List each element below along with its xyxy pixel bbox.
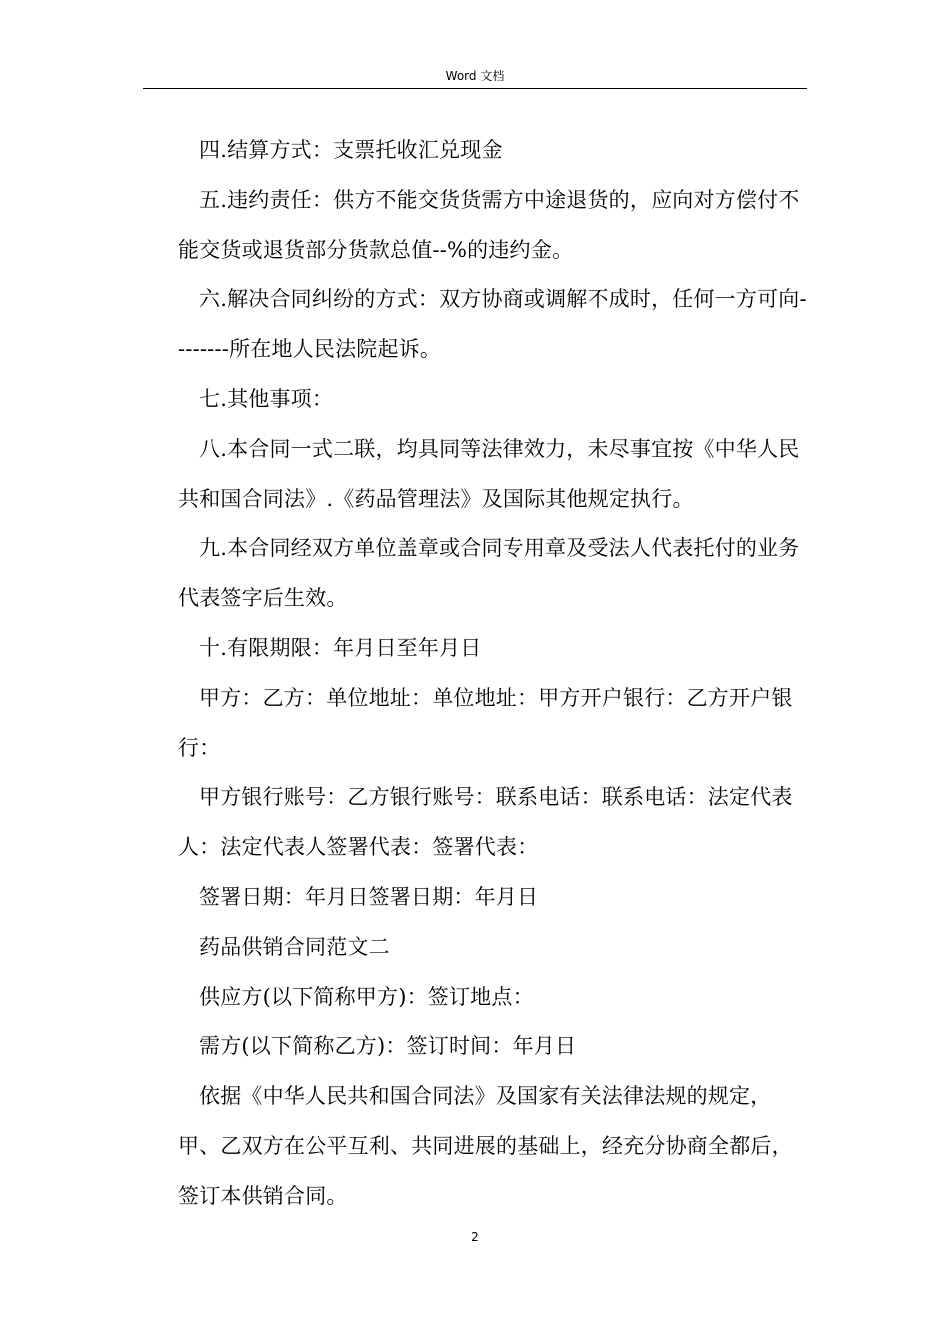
header-title: Word 文档 bbox=[445, 69, 505, 83]
paragraph-validity: 十.有限期限：年月日至年月日 bbox=[199, 635, 482, 660]
paragraph-basis: 依据《中华人民共和国合同法》及国家有关法律法规的规定，甲、乙双方在公平互利、共同进展的基础上，经充分协商全都后，签订本供销合同。 bbox=[178, 1084, 793, 1208]
paragraph-buyer: 需方(以下简称乙方)：签订时间：年月日 bbox=[199, 1034, 577, 1059]
paragraph-sample-two-title: 药品供销合同范文二 bbox=[199, 934, 390, 959]
page-header bbox=[143, 66, 807, 89]
paragraph-breach-liability: 五.违约责任：供方不能交货货需方中途退货的，应向对方偿付不能交货或退货部分货款总值--%的违约金。 bbox=[178, 187, 800, 262]
page-footer bbox=[0, 1230, 950, 1244]
paragraph-dispute-resolution: 六.解决合同纠纷的方式：双方协商或调解不成时，任何一方可向--------所在地人民法院起诉。 bbox=[178, 287, 807, 362]
paragraph-other-matters: 七.其他事项： bbox=[199, 386, 334, 411]
page-number: 2 bbox=[471, 1230, 479, 1244]
paragraph-effective: 九.本合同经双方单位盖章或合同专用章及受法人代表托付的业务代表签字后生效。 bbox=[178, 536, 800, 611]
paragraph-copies: 八.本合同一式二联，均具同等法律效力，未尽事宜按《中华人民共和国合同法》.《药品管理法》及国际其他规定执行。 bbox=[178, 436, 800, 511]
paragraph-party-accounts: 甲方银行账号：乙方银行账号：联系电话：联系电话：法定代表人：法定代表人签署代表：签署代表： bbox=[178, 785, 793, 860]
paragraph-settlement: 四.结算方式：支票托收汇兑现金 bbox=[199, 138, 503, 162]
document-body bbox=[178, 126, 810, 1222]
paragraph-party-addresses: 甲方：乙方：单位地址：单位地址：甲方开户银行：乙方开户银行： bbox=[178, 685, 793, 760]
paragraph-sign-dates: 签署日期：年月日签署日期：年月日 bbox=[199, 884, 539, 909]
paragraph-supplier: 供应方(以下简称甲方)：签订地点： bbox=[199, 984, 534, 1009]
